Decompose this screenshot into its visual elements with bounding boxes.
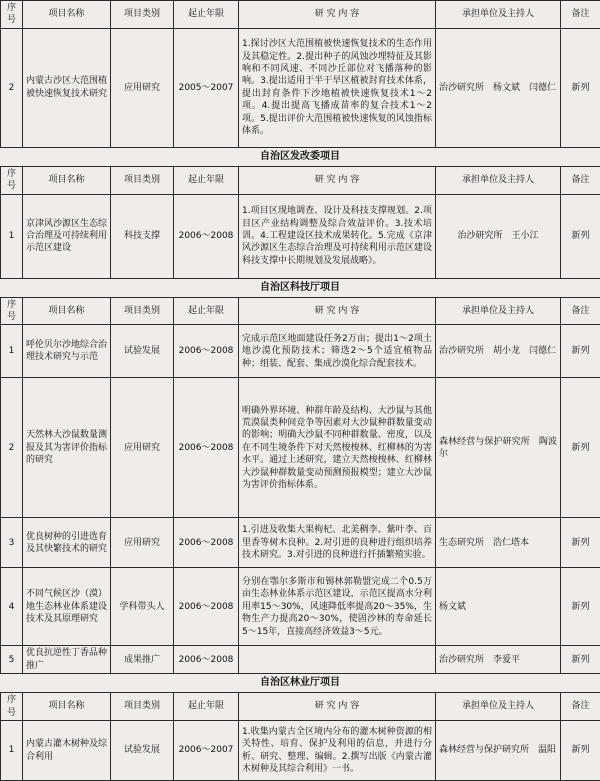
header-years: 起止年限 bbox=[174, 166, 239, 194]
header-unit: 承担单位及主持人 bbox=[436, 693, 561, 721]
project-table-continued bbox=[0, 0, 600, 148]
cell-note: 新列 bbox=[561, 568, 600, 646]
cell-type: 试验发展 bbox=[111, 325, 174, 378]
cell-unit: 森林经营与保护研究所 温阳 bbox=[436, 721, 561, 781]
table-row bbox=[1, 518, 600, 568]
cell-seq: 1 bbox=[1, 194, 23, 278]
cell-note: 新列 bbox=[561, 325, 600, 378]
cell-seq: 1 bbox=[1, 325, 23, 378]
header-seq: 序号 bbox=[1, 297, 23, 325]
cell-content: 完成示范区地面建设任务2万亩；提出1～2项土地沙漠化预防技术；筛选2～5个适宜植物品种；组装、配套、集成沙漠化综合配套技术。 bbox=[239, 325, 436, 378]
header-seq: 序号 bbox=[1, 1, 23, 29]
cell-years: 2006～2008 bbox=[174, 378, 239, 518]
cell-years: 2005～2007 bbox=[174, 28, 239, 147]
cell-note: 新列 bbox=[561, 646, 600, 674]
header-note: 备注 bbox=[561, 297, 600, 325]
header-content: 研 究 内 容 bbox=[239, 693, 436, 721]
cell-seq: 2 bbox=[1, 28, 23, 147]
cell-seq: 1 bbox=[1, 721, 23, 781]
cell-content: 1.收集内蒙古全区境内分布的灌木树种资源的相关特性、培育、保护及利用的信息，并进行分析、研究、整理、编辑。2.撰写出版《内蒙古灌木树种及其综合利用》一书。 bbox=[239, 721, 436, 781]
cell-years: 2006～2008 bbox=[174, 325, 239, 378]
cell-content: 1.项目区现地调查、设计及科技支撑规划。2.项目区产业结构调整及综合效益评价。3.技术培训。4.工程建设区技术成果转化。5.完成《京津风沙源区生态综合治理及可持续利用示范区建设科技支撑中长期规划及发展战略》。 bbox=[239, 194, 436, 278]
cell-name: 不同气候区沙（漠）地生态林业体系建设技术及其原理研究 bbox=[23, 568, 111, 646]
table-row bbox=[1, 721, 600, 781]
table-header-row bbox=[1, 297, 600, 325]
header-seq: 序号 bbox=[1, 693, 23, 721]
cell-years: 2006～2008 bbox=[174, 194, 239, 278]
cell-name: 天然林大沙鼠数量测报及其为害评价指标的研究 bbox=[23, 378, 111, 518]
cell-years: 2006～2008 bbox=[174, 646, 239, 674]
header-note: 备注 bbox=[561, 693, 600, 721]
header-years: 起止年限 bbox=[174, 297, 239, 325]
cell-note: 新列 bbox=[561, 28, 600, 147]
table-header-row bbox=[1, 693, 600, 721]
table-row bbox=[1, 568, 600, 646]
cell-type: 应用研究 bbox=[111, 28, 174, 147]
header-type: 项目类别 bbox=[111, 1, 174, 29]
header-years: 起止年限 bbox=[174, 1, 239, 29]
cell-name: 呼伦贝尔沙地综合治理技术研究与示范 bbox=[23, 325, 111, 378]
header-note: 备注 bbox=[561, 1, 600, 29]
cell-note: 新列 bbox=[561, 518, 600, 568]
project-table-fagaiwei bbox=[0, 166, 600, 279]
table-row bbox=[1, 194, 600, 278]
cell-seq: 3 bbox=[1, 518, 23, 568]
header-name: 项目名称 bbox=[23, 693, 111, 721]
cell-name: 京津风沙源区生态综合治理及可持续利用示范区建设 bbox=[23, 194, 111, 278]
cell-unit: 治沙研究所 胡小龙 闫德仁 bbox=[436, 325, 561, 378]
header-type: 项目类别 bbox=[111, 166, 174, 194]
header-type: 项目类别 bbox=[111, 693, 174, 721]
section-title-fagaiwei: 自治区发改委项目 bbox=[0, 148, 600, 166]
cell-name: 优良抗逆性丁香品种推广 bbox=[23, 646, 111, 674]
table-header-row bbox=[1, 1, 600, 29]
cell-name: 内蒙古沙区大范围植被快速恢复技术研究 bbox=[23, 28, 111, 147]
section-title-kejiting: 自治区科技厅项目 bbox=[0, 279, 600, 297]
cell-seq: 2 bbox=[1, 378, 23, 518]
cell-type: 成果推广 bbox=[111, 646, 174, 674]
header-content: 研 究 内 容 bbox=[239, 1, 436, 29]
header-type: 项目类别 bbox=[111, 297, 174, 325]
cell-unit: 治沙研究所 杨文斌 闫德仁 bbox=[436, 28, 561, 147]
project-table-linyeting bbox=[0, 692, 600, 781]
cell-content: 1.探讨沙区大范围植被快速恢复技术的生态作用及其稳定性。2.提出种子的风蚀沙埋特征及其影响和不同风速、不同沙丘部位对飞播落种的影响。3.提出适用于半干旱区植被封育技术体系，提出封育条件下沙地植被快速恢复技术1～2项。4.提出提高飞播成苗率的复合技术1～2项。5.提出评价大范围植被快速恢复的风蚀指标体系。 bbox=[239, 28, 436, 147]
table-row bbox=[1, 646, 600, 674]
cell-note: 新列 bbox=[561, 378, 600, 518]
cell-content bbox=[239, 646, 436, 674]
cell-unit: 杨文斌 bbox=[436, 568, 561, 646]
cell-content: 分别在鄂尔多斯市和锡林郭勒盟完成二个0.5万亩生态林业体系示范区建设，示范区提高水分利用率15～30%，风速降低率提高20～35%，生物生产力提高20～30%，使固沙林的寿命延长5～15年，直接高经济效益3～5元。 bbox=[239, 568, 436, 646]
cell-content: 1.引进及收集大果枸杞、北美稠李、紫叶李、百里香等树木良种。2.对引进的良种进行组织培养技术研究。3.对引进的良种进行扦插繁殖实验。 bbox=[239, 518, 436, 568]
header-name: 项目名称 bbox=[23, 297, 111, 325]
cell-type: 科技支撑 bbox=[111, 194, 174, 278]
cell-name: 内蒙古灌木树种及综合利用 bbox=[23, 721, 111, 781]
cell-content: 明确外界环境、种群年龄及结构、大沙鼠与其他荒漠鼠类种间竞争等因素对大沙鼠种群数量变动的影响；明确大沙鼠不同种群数量、密度，以及在不同生境条件下对天然梭梭林、红柳林的为害水平。通过上述研究，建立天然梭梭林、红柳林大沙鼠种群数量变动预测预报模型；建立大沙鼠为害评价指标体系。 bbox=[239, 378, 436, 518]
cell-name: 优良树种的引进选育及其快繁技术的研究 bbox=[23, 518, 111, 568]
cell-seq: 5 bbox=[1, 646, 23, 674]
cell-unit: 森林经营与保护研究所 陶波尔 bbox=[436, 378, 561, 518]
header-unit: 承担单位及主持人 bbox=[436, 166, 561, 194]
cell-unit: 生态研究所 浩仁塔本 bbox=[436, 518, 561, 568]
table-row bbox=[1, 378, 600, 518]
cell-type: 应用研究 bbox=[111, 518, 174, 568]
header-name: 项目名称 bbox=[23, 1, 111, 29]
cell-unit: 治沙研究所 王小江 bbox=[436, 194, 561, 278]
cell-years: 2006～2008 bbox=[174, 568, 239, 646]
table-row bbox=[1, 28, 600, 147]
header-years: 起止年限 bbox=[174, 693, 239, 721]
cell-note: 新列 bbox=[561, 721, 600, 781]
table-header-row bbox=[1, 166, 600, 194]
header-note: 备注 bbox=[561, 166, 600, 194]
header-content: 研 究 内 容 bbox=[239, 297, 436, 325]
cell-type: 学科带头人 bbox=[111, 568, 174, 646]
cell-type: 应用研究 bbox=[111, 378, 174, 518]
cell-seq: 4 bbox=[1, 568, 23, 646]
header-seq: 序号 bbox=[1, 166, 23, 194]
cell-unit: 治沙研究所 李爱平 bbox=[436, 646, 561, 674]
header-name: 项目名称 bbox=[23, 166, 111, 194]
cell-years: 2006～2007 bbox=[174, 721, 239, 781]
header-unit: 承担单位及主持人 bbox=[436, 297, 561, 325]
cell-years: 2006～2008 bbox=[174, 518, 239, 568]
header-content: 研 究 内 容 bbox=[239, 166, 436, 194]
header-unit: 承担单位及主持人 bbox=[436, 1, 561, 29]
cell-note: 新列 bbox=[561, 194, 600, 278]
table-row bbox=[1, 325, 600, 378]
project-table-kejiting bbox=[0, 297, 600, 675]
cell-type: 试验发展 bbox=[111, 721, 174, 781]
section-title-linyeting: 自治区林业厅项目 bbox=[0, 674, 600, 692]
